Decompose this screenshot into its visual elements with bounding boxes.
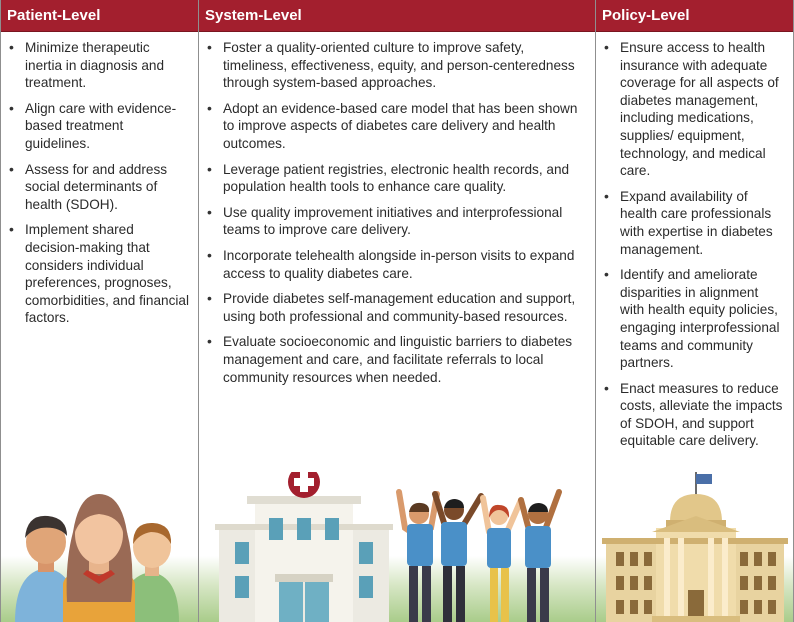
policy-level-list (596, 32, 793, 450)
system-level-column (198, 0, 595, 622)
list-item: • Use quality improvement initiatives and interprofessional teams to improve care delivery. (223, 204, 587, 239)
woman-figure (63, 494, 135, 622)
list-item: • Incorporate telehealth alongside in-person visits to expand access to quality diabetes care. (223, 247, 587, 282)
list-item: • Expand availability of health care professionals with expertise in diabetes management. (620, 188, 785, 258)
capitol-icon (602, 472, 788, 622)
list-item: • Enact measures to reduce costs, alleviate the impacts of SDOH, and support equitable care delivery. (620, 380, 785, 450)
list-item: • Align care with evidence-based treatment guidelines. (25, 100, 190, 153)
patient-level-list (1, 32, 198, 327)
list-item: • Assess for and address social determinants of health (SDOH). (25, 161, 190, 214)
patient-level-header: Patient-Level (1, 0, 198, 32)
list-item: • Evaluate socioeconomic and linguistic barriers to diabetes management and care, and facilitate referrals to local community resources when needed. (223, 333, 587, 386)
list-item: • Provide diabetes self-management education and support, using both professional and community-based resources. (223, 290, 587, 325)
patient-level-column (0, 0, 198, 622)
list-item: • Leverage patient registries, electronic health records, and population health tools to enhance care quality. (223, 161, 587, 196)
system-level-header: System-Level (199, 0, 595, 32)
system-level-list (199, 32, 595, 386)
hospital-team-illustration (199, 472, 595, 622)
government-building-illustration (596, 472, 794, 622)
policy-level-column (595, 0, 794, 622)
hospital-icon (215, 472, 393, 622)
list-item: • Implement shared decision-making that considers individual preferences, prognoses, comorbidities, and financial factors. (25, 221, 190, 327)
list-item: • Ensure access to health insurance with adequate coverage for all aspects of diabetes management, including medications, supplies/ equipment, technology, and medical care. (620, 39, 785, 180)
policy-level-header: Policy-Level (596, 0, 793, 32)
list-item: • Foster a quality-oriented culture to improve safety, timeliness, effectiveness, equity, and person-centeredness through system-based approaches. (223, 39, 587, 92)
list-item: • Adopt an evidence-based care model that has been shown to improve aspects of diabetes care delivery and health outcomes. (223, 100, 587, 153)
list-item: • Minimize therapeutic inertia in diagnosis and treatment. (25, 39, 190, 92)
patients-illustration (1, 472, 199, 622)
team-figures (399, 492, 559, 622)
list-item: • Identify and ameliorate disparities in alignment with health equity policies, engaging interprofessional teams and community partners. (620, 266, 785, 372)
